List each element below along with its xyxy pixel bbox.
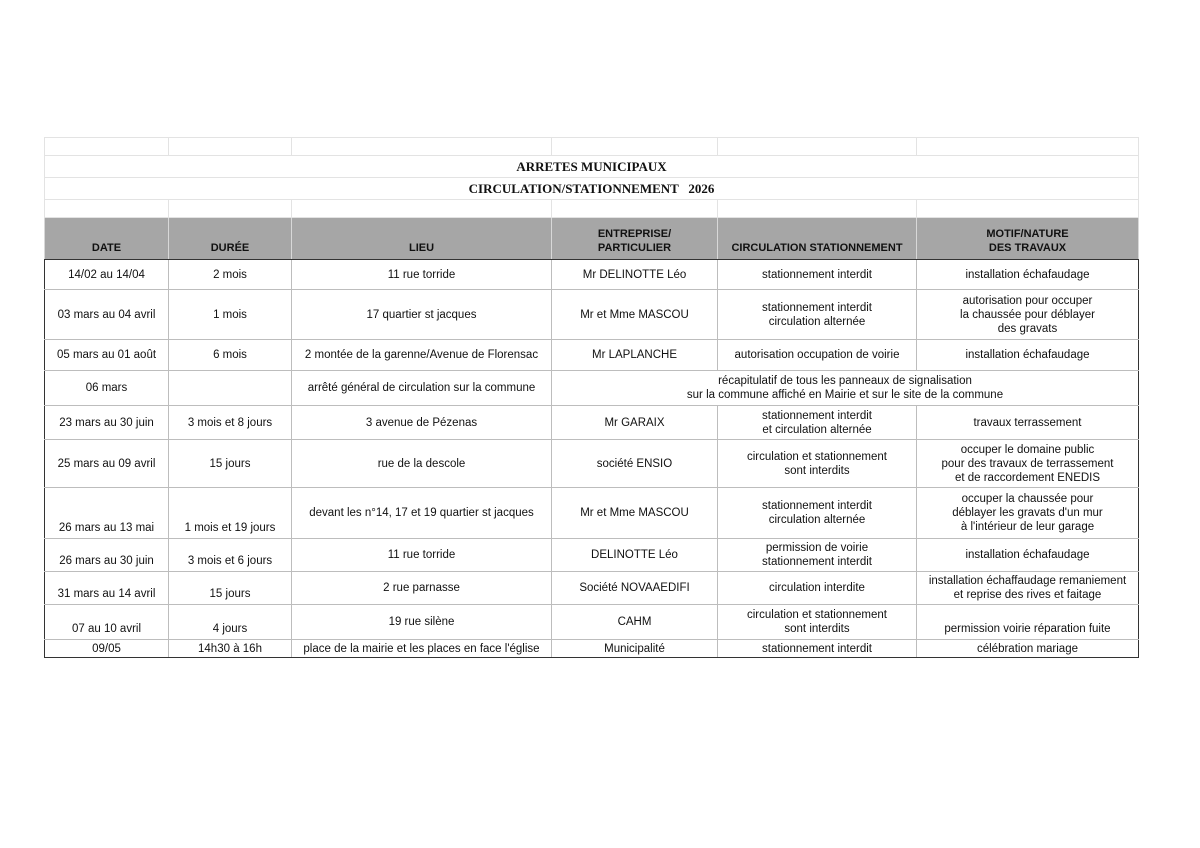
cell-lieu: 19 rue silène: [292, 605, 552, 640]
cell-duree: 4 jours: [169, 605, 292, 640]
header-duree: DURÉE: [169, 218, 292, 260]
table-row: [45, 488, 1139, 539]
cell-entreprise: Mr DELINOTTE Léo: [552, 260, 718, 290]
cell-motif: installation échafaudage: [917, 260, 1139, 290]
title-row-2: [45, 178, 1139, 200]
cell-lieu: 11 rue torride: [292, 260, 552, 290]
cell-entreprise: Mr et Mme MASCOU: [552, 290, 718, 340]
table-row: [45, 290, 1139, 340]
table-row: [45, 605, 1139, 640]
document-subtitle: CIRCULATION/STATIONNEMENT 2026: [45, 178, 1139, 200]
table-row: [45, 539, 1139, 572]
cell-date: 26 mars au 30 juin: [45, 539, 169, 572]
cell-date: 03 mars au 04 avril: [45, 290, 169, 340]
cell-date: 31 mars au 14 avril: [45, 572, 169, 605]
cell-motif: occuper le domaine public pour des travaux de terrassement et de raccordement ENEDIS: [917, 440, 1139, 488]
cell-date: 06 mars: [45, 371, 169, 406]
cell-duree: 3 mois et 6 jours: [169, 539, 292, 572]
cell-motif: permission voirie réparation fuite: [917, 605, 1139, 640]
header-circulation: CIRCULATION STATIONNEMENT: [718, 218, 917, 260]
cell-duree: 15 jours: [169, 572, 292, 605]
cell-duree: 3 mois et 8 jours: [169, 406, 292, 440]
empty-cell[interactable]: [917, 138, 1139, 156]
cell-entreprise: DELINOTTE Léo: [552, 539, 718, 572]
empty-cell[interactable]: [552, 138, 718, 156]
cell-motif: autorisation pour occuper la chaussée pour déblayer des gravats: [917, 290, 1139, 340]
cell-circulation: stationnement interdit: [718, 640, 917, 658]
cell-duree: 6 mois: [169, 340, 292, 371]
header-row: [45, 218, 1139, 260]
table-row: [45, 371, 1139, 406]
cell-circulation: circulation interdite: [718, 572, 917, 605]
cell-merged-note: récapitulatif de tous les panneaux de signalisation sur la commune affiché en Mairie et sur le site de la commune: [552, 371, 1139, 406]
cell-motif: installation échafaudage: [917, 340, 1139, 371]
cell-circulation: stationnement interdit: [718, 260, 917, 290]
empty-cell[interactable]: [169, 200, 292, 218]
document-title: ARRETES MUNICIPAUX: [45, 156, 1139, 178]
cell-entreprise: Société NOVAAEDIFI: [552, 572, 718, 605]
cell-circulation: autorisation occupation de voirie: [718, 340, 917, 371]
table-row: [45, 440, 1139, 488]
cell-duree: [169, 371, 292, 406]
cell-lieu: place de la mairie et les places en face l'église: [292, 640, 552, 658]
table-row: [45, 406, 1139, 440]
empty-cell[interactable]: [718, 138, 917, 156]
cell-lieu: 2 rue parnasse: [292, 572, 552, 605]
empty-cell[interactable]: [169, 138, 292, 156]
cell-duree: 1 mois et 19 jours: [169, 488, 292, 539]
cell-date: 26 mars au 13 mai: [45, 488, 169, 539]
cell-date: 07 au 10 avril: [45, 605, 169, 640]
cell-date: 25 mars au 09 avril: [45, 440, 169, 488]
header-motif: MOTIF/NATURE DES TRAVAUX: [917, 218, 1139, 260]
cell-date: 09/05: [45, 640, 169, 658]
cell-lieu: 11 rue torride: [292, 539, 552, 572]
empty-cell[interactable]: [292, 200, 552, 218]
empty-cell[interactable]: [552, 200, 718, 218]
cell-circulation: circulation et stationnement sont interdits: [718, 605, 917, 640]
cell-entreprise: CAHM: [552, 605, 718, 640]
table-row: [45, 640, 1139, 658]
cell-duree: 1 mois: [169, 290, 292, 340]
cell-date: 05 mars au 01 août: [45, 340, 169, 371]
empty-cell[interactable]: [718, 200, 917, 218]
cell-entreprise: Mr GARAIX: [552, 406, 718, 440]
cell-lieu: devant les n°14, 17 et 19 quartier st jacques: [292, 488, 552, 539]
cell-duree: 14h30 à 16h: [169, 640, 292, 658]
cell-duree: 15 jours: [169, 440, 292, 488]
cell-motif: travaux terrassement: [917, 406, 1139, 440]
cell-circulation: stationnement interdit et circulation alternée: [718, 406, 917, 440]
cell-lieu: rue de la descole: [292, 440, 552, 488]
empty-cell[interactable]: [45, 138, 169, 156]
header-lieu: LIEU: [292, 218, 552, 260]
empty-cell[interactable]: [45, 200, 169, 218]
cell-lieu: 17 quartier st jacques: [292, 290, 552, 340]
cell-circulation: stationnement interdit circulation alternée: [718, 488, 917, 539]
cell-entreprise: société ENSIO: [552, 440, 718, 488]
cell-date: 23 mars au 30 juin: [45, 406, 169, 440]
spreadsheet-sheet: [44, 137, 1138, 658]
cell-entreprise: Mr et Mme MASCOU: [552, 488, 718, 539]
header-entreprise: ENTREPRISE/ PARTICULIER: [552, 218, 718, 260]
table-row: [45, 340, 1139, 371]
empty-grid-row: [45, 200, 1139, 218]
cell-entreprise: Municipalité: [552, 640, 718, 658]
cell-entreprise: Mr LAPLANCHE: [552, 340, 718, 371]
cell-lieu: arrêté général de circulation sur la commune: [292, 371, 552, 406]
cell-circulation: permission de voirie stationnement interdit: [718, 539, 917, 572]
cell-motif: installation échaffaudage remaniement et reprise des rives et faitage: [917, 572, 1139, 605]
cell-motif: célébration mariage: [917, 640, 1139, 658]
title-row-1: [45, 156, 1139, 178]
arretes-table: [44, 137, 1139, 658]
cell-duree: 2 mois: [169, 260, 292, 290]
header-date: DATE: [45, 218, 169, 260]
cell-circulation: stationnement interdit circulation alternée: [718, 290, 917, 340]
cell-lieu: 3 avenue de Pézenas: [292, 406, 552, 440]
cell-motif: installation échafaudage: [917, 539, 1139, 572]
empty-cell[interactable]: [292, 138, 552, 156]
cell-motif: occuper la chaussée pour déblayer les gravats d'un mur à l'intérieur de leur garage: [917, 488, 1139, 539]
table-row: [45, 572, 1139, 605]
cell-date: 14/02 au 14/04: [45, 260, 169, 290]
empty-cell[interactable]: [917, 200, 1139, 218]
empty-grid-row: [45, 138, 1139, 156]
table-row: [45, 260, 1139, 290]
cell-circulation: circulation et stationnement sont interdits: [718, 440, 917, 488]
cell-lieu: 2 montée de la garenne/Avenue de Florensac: [292, 340, 552, 371]
